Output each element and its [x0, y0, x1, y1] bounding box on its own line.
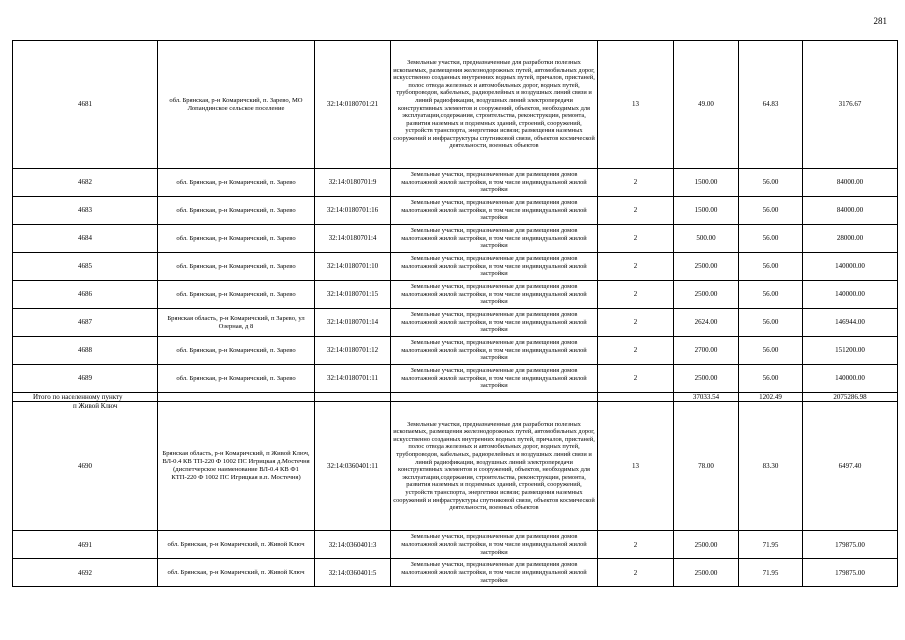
cadastral-value-cell: 84000.00 — [803, 197, 898, 225]
address-cell: обл. Брянская, р-н Комаричский, п. Зарево — [158, 281, 315, 309]
purpose-code-cell: 2 — [598, 169, 674, 197]
cadastral-rate-cell: 56.00 — [739, 253, 803, 281]
land-purpose-cell: Земельные участки, предназначенные для размещения домов малоэтажной жилой застройки, в том числе индивидуальной жилой застройки — [391, 309, 598, 337]
cadastral-value-cell: 151200.00 — [803, 337, 898, 365]
land-purpose-cell: Земельные участки, предназначенные для разработки полезных ископаемых, размещения железнодорожных путей, автомобильных дорог, искусственно созданных внутренних водных путей, причалов, пристаней, полос отвода железных и автомобильных дорог, водных путей, трубопроводов, кабельных, радиорелейных и воздушных линий связи и линий радиофикации, воздушных линий электропередачи конструктивных элементов и сооружений, объектов, необходимых для эксплуатации,содержания, строительства, реконструкции, ремонта, развития наземных и подземных зданий, строений, сооружений, устройств транспорта, энергетики исвязи; размещения наземных сооружений и инфраструктуры спутниковой связи, объектов космической деятельности, военных объектов — [391, 41, 598, 169]
cadastral-number-cell: 32:14:0180701:9 — [315, 169, 391, 197]
cadastral-number-cell: 32:14:0180701:16 — [315, 197, 391, 225]
address-cell: обл. Брянская, р-н Комаричский, п. Зарево — [158, 197, 315, 225]
table-row — [13, 41, 898, 169]
land-purpose-cell: Земельные участки, предназначенные для размещения домов малоэтажной жилой застройки, в том числе индивидуальной жилой застройки — [391, 197, 598, 225]
land-plot-table — [12, 40, 898, 587]
table-row — [13, 253, 898, 281]
cadastral-value-cell: 140000.00 — [803, 281, 898, 309]
row-number: 4686 — [13, 281, 158, 309]
cadastral-number-cell: 32:14:0180701:15 — [315, 281, 391, 309]
address-cell: обл. Брянская, р-н Комаричский, п. Живой Ключ — [158, 531, 315, 559]
cadastral-rate-cell: 56.00 — [739, 309, 803, 337]
empty-cell — [315, 393, 391, 402]
area-cell: 49.00 — [674, 41, 739, 169]
row-number: 4689 — [13, 365, 158, 393]
cadastral-value-cell: 179875.00 — [803, 531, 898, 559]
address-cell: обл. Брянская, р-н Комаричский, п. Зарево — [158, 365, 315, 393]
address-cell: обл. Брянская, р-н Комаричский, п. Зарево — [158, 337, 315, 365]
address-cell: обл. Брянская, р-н Комаричский, п. Зарево — [158, 253, 315, 281]
cadastral-number-cell: 32:14:0180701:14 — [315, 309, 391, 337]
row-number: 4683 — [13, 197, 158, 225]
area-cell: 1500.00 — [674, 169, 739, 197]
total-rate: 1202.49 — [739, 393, 803, 402]
land-purpose-cell: Земельные участки, предназначенные для разработки полезных ископаемых, размещения железнодорожных путей, автомобильных дорог, искусственно созданных внутренних водных путей, причалов, пристаней, полос отвода железных и автомобильных дорог, водных путей, трубопроводов, кабельных, радиорелейных и воздушных линий связи и линий радиофикации, воздушных линий электропередачи конструктивных элементов и сооружений, объектов, необходимых для эксплуатации,содержания, строительства, реконструкции, ремонта, развития наземных и подземных зданий, строений, сооружений, устройств транспорта, энергетики исвязи; размещения наземных сооружений и инфраструктуры спутниковой связи, объектов космической деятельности, военных объектов — [391, 402, 598, 531]
land-purpose-cell: Земельные участки, предназначенные для размещения домов малоэтажной жилой застройки, в том числе индивидуальной жилой застройки — [391, 281, 598, 309]
area-cell: 2500.00 — [674, 365, 739, 393]
total-area: 37033.54 — [674, 393, 739, 402]
cadastral-number-cell: 32:14:0180701:12 — [315, 337, 391, 365]
cadastral-rate-cell: 56.00 — [739, 169, 803, 197]
cadastral-rate-cell: 56.00 — [739, 337, 803, 365]
cadastral-value-cell: 140000.00 — [803, 253, 898, 281]
cadastral-value-cell: 140000.00 — [803, 365, 898, 393]
purpose-code-cell: 2 — [598, 309, 674, 337]
cadastral-rate-cell: 71.95 — [739, 531, 803, 559]
area-cell: 2500.00 — [674, 281, 739, 309]
land-purpose-cell: Земельные участки, предназначенные для размещения домов малоэтажной жилой застройки, в том числе индивидуальной жилой застройки — [391, 365, 598, 393]
empty-cell — [598, 393, 674, 402]
table-row — [13, 402, 898, 531]
cadastral-number-cell: 32:14:0180701:21 — [315, 41, 391, 169]
row-number: 4684 — [13, 225, 158, 253]
table-body — [13, 41, 898, 587]
purpose-code-cell: 2 — [598, 531, 674, 559]
purpose-code-cell: 2 — [598, 281, 674, 309]
table-row — [13, 281, 898, 309]
total-label: Итого по населенному пункту — [13, 393, 158, 402]
cadastral-value-cell: 146944.00 — [803, 309, 898, 337]
area-cell: 2700.00 — [674, 337, 739, 365]
land-purpose-cell: Земельные участки, предназначенные для размещения домов малоэтажной жилой застройки, в том числе индивидуальной жилой застройки — [391, 169, 598, 197]
cadastral-rate-cell: 83.30 — [739, 402, 803, 531]
address-cell: обл. Брянская, р-н Комаричский, п. Зарево, МО Лопандинское сельское поселение — [158, 41, 315, 169]
row-number: 4692 — [13, 559, 158, 587]
row-number — [13, 402, 158, 531]
purpose-code-cell: 2 — [598, 337, 674, 365]
row-number: 4691 — [13, 531, 158, 559]
table-row — [13, 225, 898, 253]
land-purpose-cell: Земельные участки, предназначенные для размещения домов малоэтажной жилой застройки, в том числе индивидуальной жилой застройки — [391, 531, 598, 559]
cadastral-value-cell: 179875.00 — [803, 559, 898, 587]
cadastral-rate-cell: 56.00 — [739, 225, 803, 253]
cadastral-value-cell: 28000.00 — [803, 225, 898, 253]
cadastral-number-cell: 32:14:0360401:11 — [315, 402, 391, 531]
table-row — [13, 169, 898, 197]
area-cell: 500.00 — [674, 225, 739, 253]
table-row — [13, 197, 898, 225]
cadastral-value-cell: 6497.40 — [803, 402, 898, 531]
cadastral-rate-cell: 56.00 — [739, 365, 803, 393]
row-number: 4687 — [13, 309, 158, 337]
total-value: 2075286.98 — [803, 393, 898, 402]
row-number: 4690 — [78, 462, 92, 471]
area-cell: 2500.00 — [674, 253, 739, 281]
row-number: 4685 — [13, 253, 158, 281]
empty-cell — [391, 393, 598, 402]
cadastral-number-cell: 32:14:0180701:4 — [315, 225, 391, 253]
cadastral-rate-cell: 64.83 — [739, 41, 803, 169]
address-cell: обл. Брянская, р-н Комаричский, п. Живой Ключ — [158, 559, 315, 587]
address-cell: обл. Брянская, р-н Комаричский, п. Зарево — [158, 169, 315, 197]
purpose-code-cell: 13 — [598, 402, 674, 531]
address-cell: обл. Брянская, р-н Комаричский, п. Зарево — [158, 225, 315, 253]
cadastral-rate-cell: 71.95 — [739, 559, 803, 587]
row-number: 4681 — [13, 41, 158, 169]
address-cell: Брянская область, р-н Комаричский, п Живой Ключ, ВЛ-0.4 КВ ТП-220 Ф 1002 ПС Игрицкая д.Мостечня (диспетчерское наименование ВЛ-0.4 КВ Ф1 КТП-220 Ф 1002 ПС Игрицкая в.п. Мостечня) — [158, 402, 315, 531]
table-row — [13, 559, 898, 587]
purpose-code-cell: 2 — [598, 253, 674, 281]
table-row — [13, 337, 898, 365]
empty-cell — [158, 393, 315, 402]
cadastral-value-cell: 3176.67 — [803, 41, 898, 169]
table-row — [13, 531, 898, 559]
cadastral-number-cell: 32:14:0360401:3 — [315, 531, 391, 559]
land-purpose-cell: Земельные участки, предназначенные для размещения домов малоэтажной жилой застройки, в том числе индивидуальной жилой застройки — [391, 559, 598, 587]
purpose-code-cell: 2 — [598, 365, 674, 393]
purpose-code-cell: 2 — [598, 559, 674, 587]
area-cell: 1500.00 — [674, 197, 739, 225]
table-row — [13, 309, 898, 337]
area-cell: 2624.00 — [674, 309, 739, 337]
land-purpose-cell: Земельные участки, предназначенные для размещения домов малоэтажной жилой застройки, в том числе индивидуальной жилой застройки — [391, 253, 598, 281]
row-number: 4688 — [13, 337, 158, 365]
page-number: 281 — [873, 16, 887, 26]
area-cell: 78.00 — [674, 402, 739, 531]
purpose-code-cell: 2 — [598, 225, 674, 253]
section-title: п Живой Ключ — [73, 402, 118, 411]
cadastral-rate-cell: 56.00 — [739, 197, 803, 225]
total-row — [13, 393, 898, 402]
table-row — [13, 365, 898, 393]
cadastral-number-cell: 32:14:0180701:10 — [315, 253, 391, 281]
purpose-code-cell: 13 — [598, 41, 674, 169]
cadastral-rate-cell: 56.00 — [739, 281, 803, 309]
area-cell: 2500.00 — [674, 559, 739, 587]
cadastral-number-cell: 32:14:0180701:11 — [315, 365, 391, 393]
area-cell: 2500.00 — [674, 531, 739, 559]
purpose-code-cell: 2 — [598, 197, 674, 225]
row-number: 4682 — [13, 169, 158, 197]
address-cell: Брянская область, р-н Комаричский, п Зарево, ул Озерная, д 8 — [158, 309, 315, 337]
cadastral-number-cell: 32:14:0360401:5 — [315, 559, 391, 587]
land-purpose-cell: Земельные участки, предназначенные для размещения домов малоэтажной жилой застройки, в том числе индивидуальной жилой застройки — [391, 337, 598, 365]
cadastral-value-cell: 84000.00 — [803, 169, 898, 197]
land-purpose-cell: Земельные участки, предназначенные для размещения домов малоэтажной жилой застройки, в том числе индивидуальной жилой застройки — [391, 225, 598, 253]
